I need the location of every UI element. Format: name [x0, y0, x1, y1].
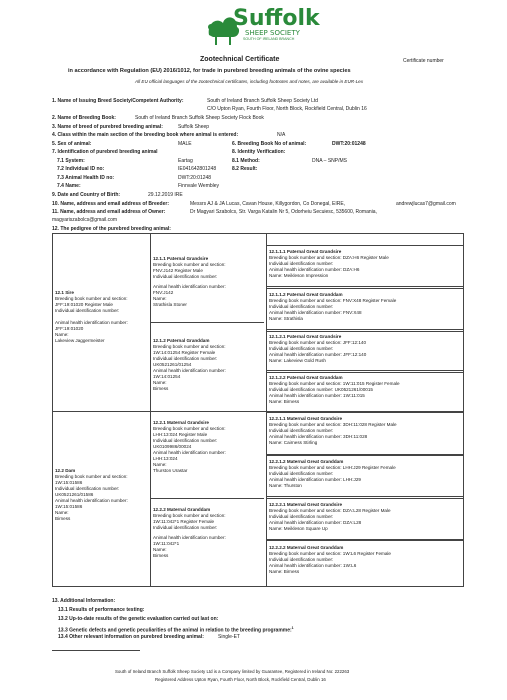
ggp8-text: 12.2.2.2 Maternal Great Granddam Breeding book number and section: 1W:L6 Register Female Individual identification number: Animal health identification number: 1W:L6 Name: Birness — [269, 545, 391, 574]
additional-13-3-text: 13.3 Genetic defects and genetic peculiarities of the animal in relation to the breeding programme: — [58, 627, 292, 634]
logo-main-text: Suffolk — [233, 6, 320, 31]
item-10-value: Messrs AJ & JA Lucas, Cavan House, Killygordon, Co Donegal, EIRE, — [190, 201, 346, 207]
item-73-label: 7.3 Animal Health ID no: — [57, 175, 115, 181]
item-10-email: andrewjlucas7@gmail.com — [396, 201, 456, 207]
ggp5-text: 12.2.1.1 Maternal Great Grandsire Breeding book number and section: 3DH:11:028 Register Male Individual identification number: Animal health identification number: 3DH:11:028 Name: Cairness Stirling — [269, 416, 397, 445]
footnote-divider — [52, 650, 140, 651]
pedigree-divider-q3 — [150, 498, 264, 499]
item-12-label: 12. The pedigree of the purebred breeding animal: — [52, 226, 171, 232]
ggp3-text: 12.1.2.1 Paternal Great Grandsire Breeding book number and section: JFF:12:140 Individual identification number: Animal health identification number: JFF:12:140 Name: Lakeview Gold Rush — [269, 334, 367, 363]
item-72-value: IE041642801248 — [178, 166, 217, 172]
logo-branch-text: SOUTH OF IRELAND BRANCH — [243, 37, 295, 41]
item-1-label: 1. Name of Issuing Breed Society/Competent Authority: — [52, 98, 184, 104]
ggp6-text: 12.2.1.2 Maternal Great Granddam Breeding book number and section: LHH:J29 Register Female Individual identification number: Animal health identification number: LHH:J29 Name: Thurston — [269, 459, 396, 488]
maternal-grandsire-cell: 12.2.1 Maternal Grandsire Breeding book number and section: LHH:13:024 Register Male Individual identification number: UK0109986/00024 Animal health identification number: LHH:13:024 Name: Thurston Urastar — [153, 420, 226, 473]
item-71-value: Eartag — [178, 158, 193, 164]
item-72-label: 7.2 Individual ID no: — [57, 166, 105, 172]
item-11-label: 11. Name, address and email address of Owner: — [52, 209, 166, 215]
item-4-label: 4. Class within the main section of the breeding book where animal is entered: — [52, 132, 239, 138]
ggp7-text: 12.2.2.1 Maternal Great Grandsire Breeding book number and section: DZA:L28 Register Male Individual identification number: Animal health identification number: DZA:L28 Name: Meikleson Square Up — [269, 502, 391, 531]
item-3-value: Suffolk Sheep — [178, 124, 210, 130]
page-title: Zootechnical Certificate — [200, 56, 280, 63]
additional-13-2: 13.2 Up-to-date results of the genetic evaluation carried out last on: — [58, 616, 219, 622]
footer-line-2: Registered Address Upton Ryan, Fourth Floor, North Block, Rockfield Central, Dublin 16 — [155, 677, 326, 682]
item-7-label: 7. Identification of purebred breeding animal — [52, 149, 158, 155]
item-6-value: DWT:20:01248 — [332, 141, 366, 147]
item-1-address: C/O Upton Ryan, Fourth Floor, North Block, Rockfield Central, Dublin 16 — [207, 106, 367, 112]
sire-cell: 12.1 Sire Breeding book number and section: JFF:19:01020 Register Male Individual identification number: Animal health identification number: JFF:19:01020 Name: Lakeview Jaggermeister — [55, 290, 128, 343]
dam-cell: 12.2 Dam Breeding book number and section: 1W:15:01586 Individual identification number: UK0521261/01586 Animal health identification number: 1W:15:01586 Name: Birness — [55, 468, 128, 521]
item-2-label: 2. Name of Breeding Book: — [52, 115, 116, 121]
item-71-label: 7.1 System: — [57, 158, 85, 164]
pedigree-divider-q1 — [150, 322, 264, 323]
item-6-label: 6. Breeding Book No of animal: — [232, 141, 307, 147]
item-4-value: N/A — [277, 132, 286, 138]
ggp1-text: 12.1.1.1 Paternal Great Grandsire Breeding book number and section: DZA:H6 Register Male Individual identification number: Animal health identification number: DZA:H6 Name: Meikleson Impression — [269, 249, 389, 278]
item-8-label: 8. Identity Verification: — [232, 149, 286, 155]
additional-13-4-value: Single-ET — [218, 634, 240, 640]
item-81-value: DNA – SNP/MS — [312, 158, 348, 164]
logo-sub-text: SHEEP SOCIETY — [245, 29, 300, 37]
pedigree-divider-col1 — [150, 233, 151, 587]
paternal-granddam-cell: 12.1.2 Paternal Granddam Breeding book number and section: 1W:14:01254 Register Female Individual identification number: UK0521261/01254 Animal health identification number: 1W:14:01254 Name: Birness — [153, 338, 226, 391]
ggp4-text: 12.1.2.2 Paternal Great Granddam Breeding book number and section: 1W:11:015 Register Female Individual identification number: UK0521261/00015 Animal health identification number: 1W:11:015 Name: Birness — [269, 375, 400, 404]
additional-info-heading: 13. Additional Information: — [52, 598, 116, 604]
certificate-number-label: Certificate number — [403, 58, 444, 64]
additional-13-1: 13.1 Results of performance testing: — [58, 607, 145, 613]
item-2-value: South of Ireland Branch Suffolk Sheep Society Flock Book — [135, 115, 264, 121]
item-81-label: 8.1 Method: — [232, 158, 260, 164]
item-5-value: MALE — [178, 141, 192, 147]
item-9-value: 29.12.2019 IRE — [148, 192, 183, 198]
item-74-value: Finnvale Wembley — [178, 183, 220, 189]
item-74-label: 7.4 Name: — [57, 183, 81, 189]
item-82-label: 8.2 Result: — [232, 166, 258, 172]
footnote-marker: 1 — [291, 626, 294, 630]
item-73-value: DWT:20:01248 — [178, 175, 212, 181]
item-5-label: 5. Sex of animal: — [52, 141, 92, 147]
item-11-value: Dr Magyari Szabolcs, Str. Varga Katalin Nr 5, Odorheiu Secuiesc, 535600, Romania, — [190, 209, 377, 215]
ggp2-text: 12.1.1.2 Paternal Great Granddam Breeding book number and section: FNV:X48 Register Female Individual identification number: Animal health identification number: FNV:X48 Name: Strathisla — [269, 292, 397, 321]
item-9-label: 9. Date and Country of Birth: — [52, 192, 121, 198]
maternal-granddam-cell: 12.2.2 Maternal Granddam Breeding book number and section: 1W:11:042*1 Register Female Individual identification number: Animal health identification number: 1W:11:042*1 Name: Birness — [153, 507, 226, 558]
additional-13-3 — [58, 625, 294, 634]
item-11-email: magyariszabolcs@gmail.com — [52, 217, 118, 223]
footer-line-1: South of Ireland Branch Suffolk Sheep Society Ltd is a Company limited by Guarantee, Registered in Ireland No: 222263 — [115, 669, 350, 674]
item-10-label: 10. Name, address and email address of Breeder: — [52, 201, 169, 207]
languages-note: All EU official languages of the zootechnical certificates, including footnotes and notes, are available in EUR-Lex — [135, 79, 364, 84]
item-1-value: South of Ireland Branch Suffolk Sheep Society Ltd — [207, 98, 319, 104]
additional-13-4: 13.4 Other relevant information on purebred breeding animal: — [58, 634, 204, 640]
item-3-label: 3. Name of breed of purebred breeding animal: — [52, 124, 163, 130]
paternal-grandsire-cell: 12.1.1 Paternal Grandsire Breeding book number and section: FNV:J142 Register Male Individual identification number: Animal health identification number: FNV:J142 Name: Strathisla Stoner — [153, 256, 226, 307]
page-subtitle: in accordance with Regulation (EU) 2016/1012, for trade in purebred breeding animals of the ovine species — [68, 68, 351, 74]
